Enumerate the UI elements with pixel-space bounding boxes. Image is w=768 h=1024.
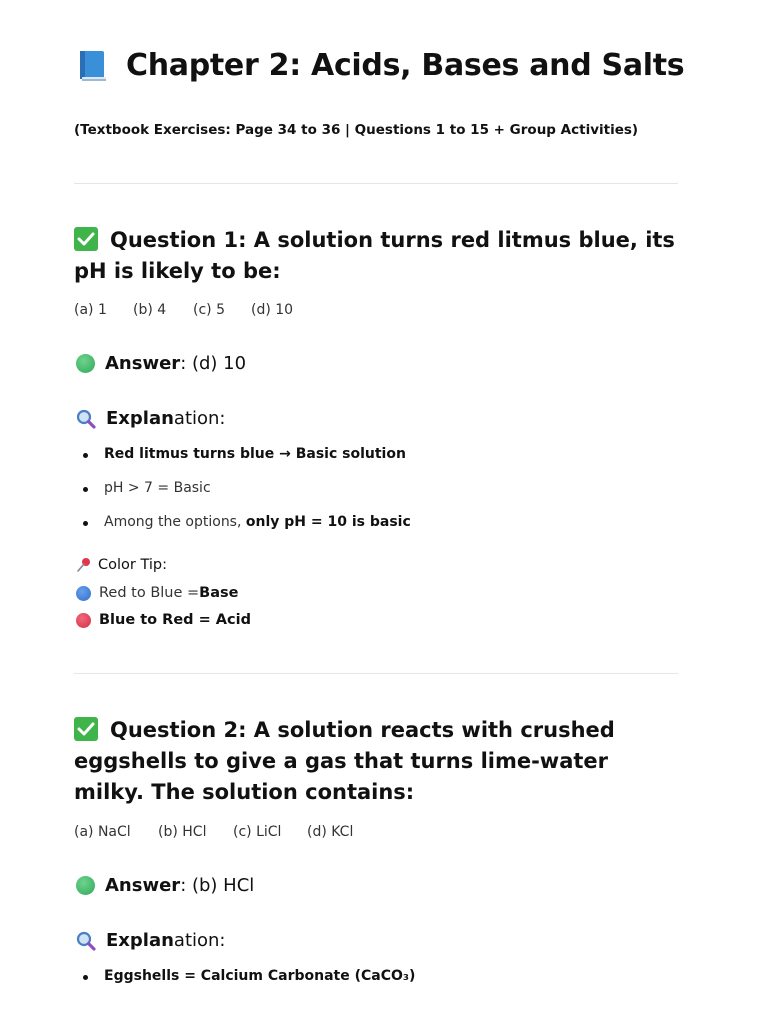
chapter-subtitle: (Textbook Exercises: Page 34 to 36 | Questions 1 to 15 + Group Activities) <box>74 122 639 138</box>
section-divider <box>74 673 678 674</box>
magnifying-glass-icon <box>76 409 96 429</box>
color-tip-acid: Blue to Red = Acid <box>76 612 251 628</box>
blue-circle-icon <box>76 586 91 601</box>
list-item: Eggshells = Calcium Carbonate (CaCO₃) <box>74 968 415 984</box>
question-2-heading <box>74 715 680 808</box>
option-d: (d) KCl <box>307 824 354 840</box>
question-1-explanation-list <box>74 446 411 530</box>
answer-value: : (d) 10 <box>180 353 247 374</box>
option-a: (a) 1 <box>74 302 107 318</box>
color-tip-title: Color Tip: <box>76 557 167 573</box>
blue-book-icon <box>78 50 108 82</box>
question-2-text: Question 2: A solution reacts with crushed eggshells to give a gas that turns lime-water milky. The solution contains: <box>74 718 615 804</box>
question-1-answer <box>76 353 246 374</box>
question-1-heading <box>74 225 680 287</box>
section-divider <box>74 183 678 184</box>
question-1-explanation-heading <box>76 408 226 429</box>
answer-label: Answer <box>105 353 181 374</box>
list-item: Among the options, only pH = 10 is basic <box>74 514 411 530</box>
check-mark-icon <box>74 227 98 251</box>
explanation-label-rest: ation: <box>173 930 226 951</box>
color-tip-base: Red to Blue = Base <box>76 585 238 601</box>
option-a: (a) NaCl <box>74 824 131 840</box>
option-b: (b) HCl <box>158 824 207 840</box>
question-2-options <box>74 824 353 840</box>
check-mark-icon <box>74 717 98 741</box>
option-c: (c) LiCl <box>233 824 282 840</box>
question-1-options <box>74 302 293 318</box>
chapter-title-text: Chapter 2: Acids, Bases and Salts <box>126 48 685 83</box>
answer-label: Answer <box>105 875 181 896</box>
question-2-explanation-list <box>74 968 415 984</box>
question-1-text: Question 1: A solution turns red litmus blue, its pH is likely to be: <box>74 228 675 283</box>
green-circle-icon <box>76 354 95 373</box>
question-2-answer <box>76 875 254 896</box>
green-circle-icon <box>76 876 95 895</box>
magnifying-glass-icon <box>76 931 96 951</box>
explanation-label-rest: ation: <box>173 408 226 429</box>
list-item: pH > 7 = Basic <box>74 480 411 496</box>
list-item: Red litmus turns blue → Basic solution <box>74 446 411 462</box>
chapter-title <box>78 48 684 83</box>
answer-value: : (b) HCl <box>180 875 255 896</box>
option-b: (b) 4 <box>133 302 167 318</box>
option-d: (d) 10 <box>251 302 294 318</box>
pushpin-icon <box>76 557 92 573</box>
red-circle-icon <box>76 613 91 628</box>
option-c: (c) 5 <box>193 302 225 318</box>
explanation-label-bold: Explan <box>106 408 174 429</box>
question-2-explanation-heading <box>76 930 226 951</box>
explanation-label-bold: Explan <box>106 930 174 951</box>
